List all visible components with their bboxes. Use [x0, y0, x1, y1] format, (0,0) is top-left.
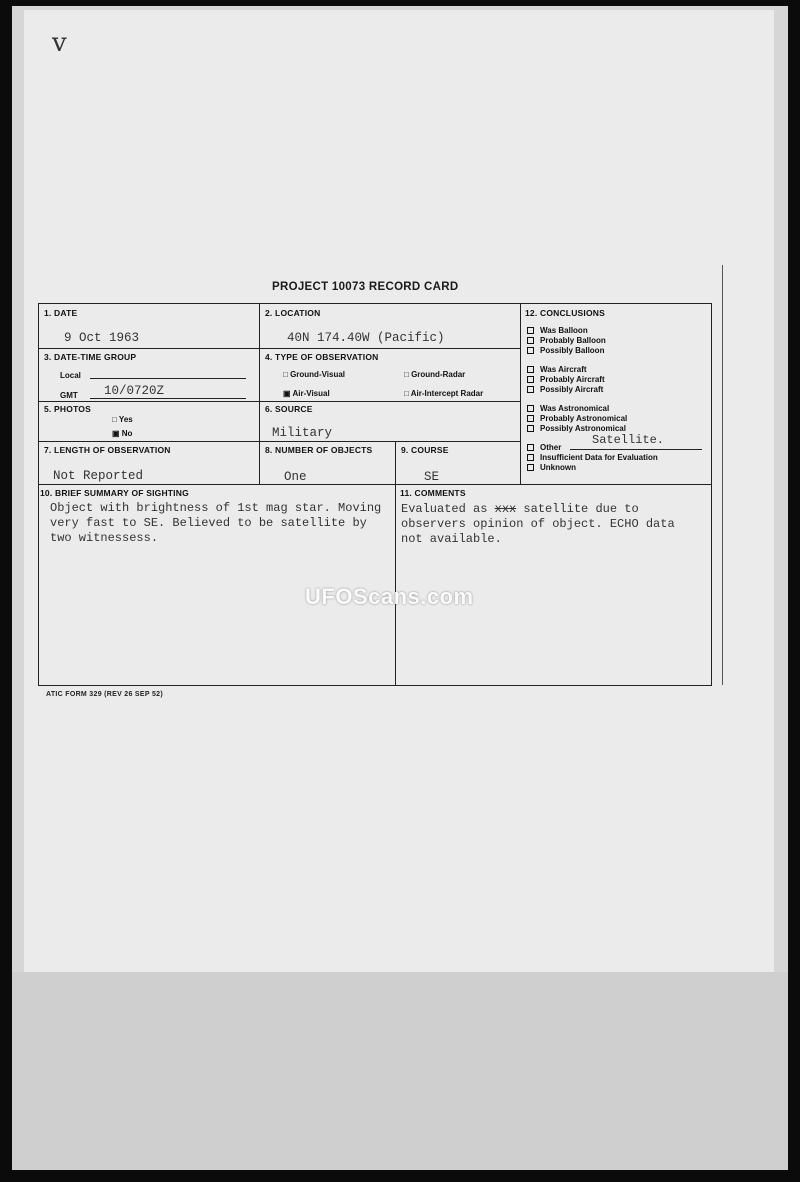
comments-line-1	[401, 502, 711, 517]
row-divider-3	[38, 441, 520, 442]
conclusion-probably-aircraft	[527, 375, 605, 384]
col-divider-1	[259, 303, 260, 484]
location-value: 40N 174.40W (Pacific)	[287, 331, 445, 345]
conclusion-text: Was Balloon	[540, 326, 588, 335]
lower-sheet-shadow	[12, 972, 788, 1170]
checkbox-empty-icon	[527, 347, 534, 354]
checkbox-empty-icon	[527, 415, 534, 422]
form-id-footer: ATIC FORM 329 (REV 26 SEP 52)	[46, 691, 163, 698]
conclusion-text: Was Aircraft	[540, 365, 587, 374]
comments-line-1-post: satellite due to	[516, 502, 639, 516]
course-value: SE	[424, 470, 440, 484]
dtg-gmt-line	[90, 398, 246, 399]
conclusion-other-line	[570, 449, 702, 450]
summary-line: Object with brightness of 1st mag star. Moving	[50, 501, 382, 515]
photos-option-text: Yes	[118, 415, 133, 424]
course-label: 9. COURSE	[401, 445, 449, 455]
col-divider-3	[395, 441, 396, 686]
obs-option-air-intercept-radar	[404, 389, 483, 398]
conclusion-unknown	[527, 463, 576, 472]
comments-struck-text: xxx	[494, 502, 517, 516]
checkbox-checked-icon: ▣	[112, 429, 122, 438]
num-objects-value: One	[284, 470, 307, 484]
conclusion-probably-astronomical	[527, 414, 627, 423]
summary-label: 10. BRIEF SUMMARY OF SIGHTING	[40, 488, 189, 498]
conclusion-possibly-astronomical	[527, 424, 626, 433]
obs-option-text: Air-Visual	[292, 389, 330, 398]
checkbox-empty-icon: □	[112, 415, 119, 424]
card-title: PROJECT 10073 RECORD CARD	[272, 281, 459, 293]
conclusion-text: Insufficient Data for Evaluation	[540, 453, 658, 462]
conclusion-text: Possibly Balloon	[540, 346, 605, 355]
length-label: 7. LENGTH OF OBSERVATION	[44, 445, 171, 455]
conclusion-other-value: Satellite.	[592, 433, 665, 447]
location-label: 2. LOCATION	[265, 308, 321, 318]
dtg-local-label: Local	[60, 371, 81, 380]
summary-line: very fast to SE. Believed to be satellite by	[50, 516, 367, 530]
checkbox-empty-icon	[527, 444, 534, 451]
conclusion-probably-balloon	[527, 336, 606, 345]
watermark: UFOScans.com	[305, 584, 474, 609]
checkbox-empty-icon	[527, 327, 534, 334]
obs-option-ground-visual	[283, 370, 345, 379]
checkbox-empty-icon	[527, 425, 534, 432]
checkbox-empty-icon	[527, 386, 534, 393]
source-value: Military	[272, 426, 333, 440]
dtg-gmt-value: 10/0720Z	[104, 384, 165, 398]
conclusion-possibly-balloon	[527, 346, 604, 355]
obs-option-text: Ground-Visual	[290, 370, 346, 379]
conclusion-text: Possibly Astronomical	[540, 424, 626, 433]
form-edge-line	[722, 265, 723, 685]
checkbox-empty-icon: □	[404, 389, 411, 398]
photos-option-yes	[112, 415, 133, 424]
photos-option-text: No	[121, 429, 133, 438]
comments-line-1-pre: Evaluated as	[401, 502, 495, 516]
checkbox-checked-icon: ▣	[283, 389, 293, 398]
checkbox-empty-icon: □	[404, 370, 412, 379]
source-label: 6. SOURCE	[265, 404, 313, 414]
date-value: 9 Oct 1963	[64, 331, 140, 345]
conclusions-label: 12. CONCLUSIONS	[525, 308, 605, 318]
conclusion-text: Probably Astronomical	[540, 414, 628, 423]
conclusion-insufficient-data	[527, 453, 658, 462]
conclusion-text: Possibly Aircraft	[540, 385, 604, 394]
conclusion-other	[527, 443, 561, 452]
num-objects-label: 8. NUMBER OF OBJECTS	[265, 445, 373, 455]
conclusion-text: Probably Balloon	[540, 336, 606, 345]
summary-text	[50, 501, 395, 546]
dtg-local-line	[90, 378, 246, 379]
summary-line: two witnessess.	[50, 531, 159, 545]
dtg-gmt-label: GMT	[60, 391, 78, 400]
checkbox-empty-icon	[527, 464, 534, 471]
row-divider-4	[38, 484, 712, 485]
col-divider-2	[520, 303, 521, 484]
obs-option-text: Air-Intercept Radar	[410, 389, 484, 398]
comments-label: 11. COMMENTS	[400, 488, 466, 498]
conclusion-was-astronomical	[527, 404, 609, 413]
checkbox-empty-icon	[527, 405, 534, 412]
obs-type-label: 4. TYPE OF OBSERVATION	[265, 352, 379, 362]
row-divider-1	[38, 348, 520, 349]
dtg-label: 3. DATE-TIME GROUP	[44, 352, 137, 362]
comments-line: observers opinion of object. ECHO data	[401, 517, 675, 531]
row-divider-2	[38, 401, 520, 402]
checkbox-empty-icon: □	[283, 370, 291, 379]
checkbox-empty-icon	[527, 366, 534, 373]
checkbox-empty-icon	[527, 454, 534, 461]
comments-line: not available.	[401, 532, 502, 546]
obs-option-text: Ground-Radar	[411, 370, 466, 379]
conclusion-text: Other	[540, 443, 562, 452]
date-label: 1. DATE	[44, 308, 78, 318]
corner-handwritten-mark: v	[52, 28, 67, 58]
obs-option-air-visual	[283, 389, 330, 398]
conclusion-possibly-aircraft	[527, 385, 603, 394]
conclusion-text: Probably Aircraft	[540, 375, 605, 384]
photos-label: 5. PHOTOS	[44, 404, 91, 414]
checkbox-empty-icon	[527, 376, 534, 383]
conclusion-was-balloon	[527, 326, 588, 335]
conclusion-text: Unknown	[540, 463, 576, 472]
obs-option-ground-radar	[404, 370, 465, 379]
conclusion-text: Was Astronomical	[540, 404, 610, 413]
checkbox-empty-icon	[527, 337, 534, 344]
photos-option-no	[112, 429, 132, 438]
conclusion-was-aircraft	[527, 365, 587, 374]
length-value: Not Reported	[53, 469, 144, 483]
comments-text	[401, 502, 711, 547]
